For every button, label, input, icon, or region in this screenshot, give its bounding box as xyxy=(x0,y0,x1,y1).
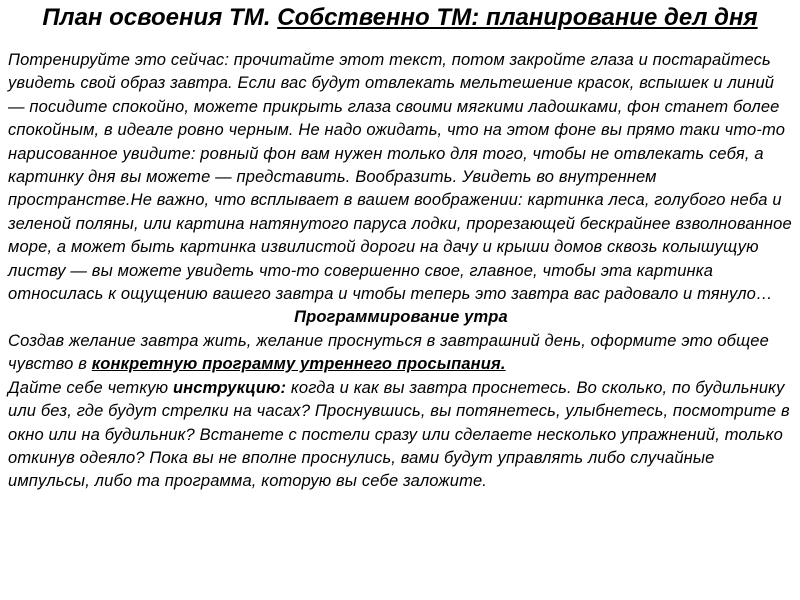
paragraph-2-emphasis: конкретную программу утреннего просыпания. xyxy=(91,355,506,374)
slide-body xyxy=(8,49,794,494)
paragraph-morning-program xyxy=(8,330,794,377)
title-underlined: Собственно ТМ: планирование дел дня xyxy=(277,4,758,31)
title-plain: План освоения ТМ. xyxy=(42,4,278,31)
paragraph-instruction xyxy=(8,377,794,494)
paragraph-visualization: Потренируйте это сейчас: прочитайте этот текст, потом закройте глаза и постарайтесь увидеть свой образ завтра. Если вас будут отвлекать мельтешение красок, вспышек и линий — посидите спокойно, можете прикрыть глаза своими мягкими ладошками, фон станет более спокойным, в идеале ровно черным. Не надо ожидать, что на этом фоне вы прямо таки что-то нарисованное увидите: ровный фон вам нужен только для того, чтобы не отвлекать себя, а картинку дня вы можете — представить. Вообразить. Увидеть во внутреннем пространстве.Не важно, что всплывает в вашем воображении: картинка леса, голубого неба и зеленой поляны, или картина натянутого паруса лодки, прорезающей бескрайнее взволнованное море, а может быть картинка извилистой дороги на дачу и крыши домов сквозь колышущую листву — вы можете увидеть что-то совершенно свое, главное, чтобы эта картинка относилась к ощущению вашего завтра и чтобы теперь это завтра вас радовало и тянуло… xyxy=(8,51,792,304)
paragraph-3-rest: когда и как вы завтра проснетесь. Во сколько, по будильнику или без, где будут стрелки на часах? Проснувшись, вы потянетесь, улыбнетесь, посмотрите в окно или на будильник? Встанете с постели сразу или сделаете несколько упражнений, только откинув одеяло? Пока вы не вполне проснулись, вами будут управлять либо случайные импульсы, либо та программа, которую вы себе заложите. xyxy=(8,378,790,491)
paragraph-3-lead: Дайте себе четкую xyxy=(8,378,173,397)
section-heading: Программирование утра xyxy=(294,308,508,327)
paragraph-3-emphasis: инструкцию: xyxy=(172,378,287,397)
paragraph-2-lead: Создав желание завтра жить, желание проснуться в завтрашний день, оформите это общее чувство в xyxy=(8,331,769,374)
slide-title xyxy=(0,4,800,32)
